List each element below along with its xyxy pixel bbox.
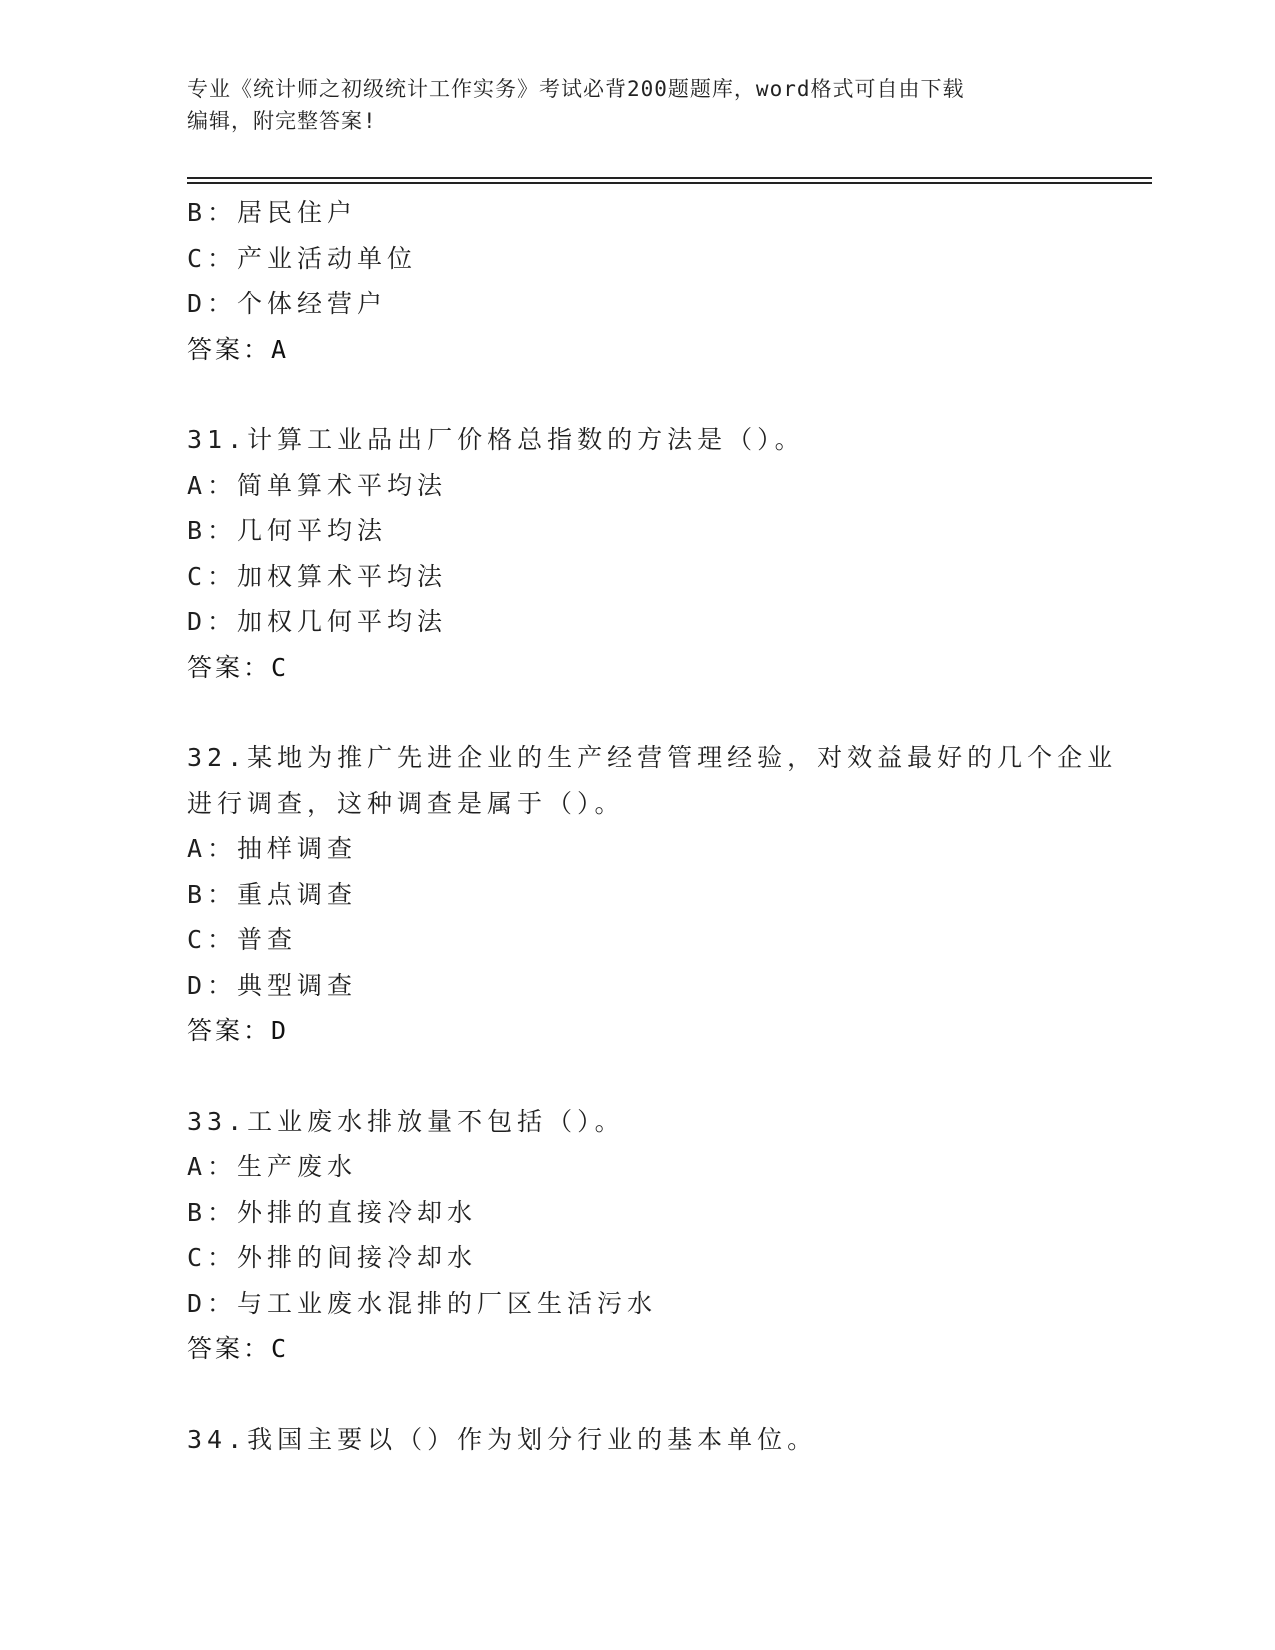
answer-label: 答案： bbox=[187, 1016, 272, 1045]
answer-value: C bbox=[271, 1334, 289, 1363]
answer-label: 答案： bbox=[187, 652, 272, 682]
answer-value: A bbox=[271, 334, 289, 364]
header-divider-bottom bbox=[187, 182, 1152, 184]
answer bbox=[187, 645, 1087, 691]
option-b: B：居民住户 bbox=[187, 198, 358, 227]
answer-value: C bbox=[271, 652, 289, 682]
question-32 bbox=[187, 735, 1118, 1054]
option-b: B：外排的直接冷却水 bbox=[187, 1197, 478, 1227]
question-text-line-2: 进行调查，这种调查是属于（）。 bbox=[187, 788, 625, 818]
option-c: C：产业活动单位 bbox=[187, 243, 418, 273]
header-divider-top bbox=[187, 177, 1152, 179]
answer bbox=[187, 327, 1087, 373]
question-text-line-1: 32.某地为推广先进企业的生产经营管理经验，对效益最好的几个企业 bbox=[187, 743, 1118, 772]
question-34 bbox=[187, 1417, 1087, 1463]
option-a: A：简单算术平均法 bbox=[187, 470, 448, 500]
question-text: 33.工业废水排放量不包括（）。 bbox=[187, 1106, 625, 1136]
question-continued bbox=[187, 190, 1087, 372]
question-text: 31.计算工业品出厂价格总指数的方法是（）。 bbox=[187, 425, 805, 454]
answer bbox=[187, 1008, 1087, 1054]
option-c: C：普查 bbox=[187, 925, 298, 954]
option-a: A：生产废水 bbox=[187, 1152, 358, 1181]
document-header bbox=[187, 73, 1087, 137]
answer-label: 答案： bbox=[187, 334, 272, 364]
option-d: D：典型调查 bbox=[187, 970, 358, 1000]
question-33 bbox=[187, 1099, 1087, 1372]
answer bbox=[187, 1326, 1087, 1372]
option-d: D：与工业废水混排的厂区生活污水 bbox=[187, 1288, 658, 1318]
option-d: D：加权几何平均法 bbox=[187, 607, 448, 636]
header-line-2: 编辑，附完整答案! bbox=[187, 109, 377, 133]
question-text: 34.我国主要以（）作为划分行业的基本单位。 bbox=[187, 1424, 818, 1454]
option-b: B：几何平均法 bbox=[187, 516, 388, 545]
question-31 bbox=[187, 417, 1087, 690]
option-b: B：重点调查 bbox=[187, 879, 358, 909]
option-a: A：抽样调查 bbox=[187, 834, 358, 863]
question-list bbox=[187, 190, 1118, 1462]
answer-value: D bbox=[271, 1016, 289, 1045]
option-c: C：外排的间接冷却水 bbox=[187, 1243, 478, 1272]
answer-label: 答案： bbox=[187, 1334, 272, 1363]
header-line-1: 专业《统计师之初级统计工作实务》考试必背200题题库，word格式可自由下载 bbox=[187, 77, 965, 101]
option-d: D：个体经营户 bbox=[187, 289, 388, 318]
option-c: C：加权算术平均法 bbox=[187, 561, 448, 591]
